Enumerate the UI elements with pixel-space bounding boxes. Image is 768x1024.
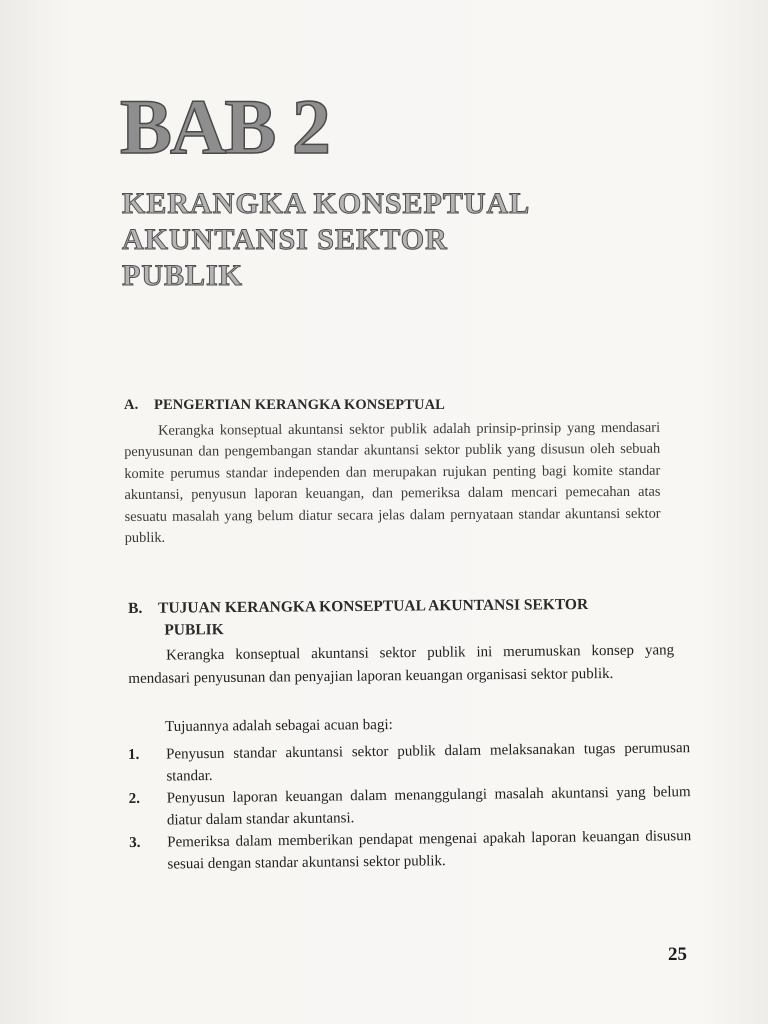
section-a-paragraph: Kerangka konseptual akuntansi sektor publik adalah prinsip-prinsip yang mendasari penyusunan dan pengembangan standar akuntansi sektor publik yang disusun oleh sebuah komite perumus standar independen dan merupakan rujukan penting bagi komite standar akuntansi, penyusun laporan keuangan, dan pemeriksa dalam mencari pemecahan atas sesuatu masalah yang belum diatur secara jelas dalam pernyataan standar akuntansi sektor publik.	[124, 419, 661, 547]
section-b-title-line-2: PUBLIK	[164, 621, 224, 639]
chapter-title-line-1: KERANGKA KONSEPTUAL	[122, 187, 531, 220]
chapter-number: BAB 2	[120, 83, 329, 170]
list-item	[129, 781, 691, 832]
list-item	[129, 825, 691, 876]
list-item-number: 2.	[128, 790, 141, 807]
section-b-letter: B.	[128, 599, 143, 617]
list-item-number: 3.	[129, 834, 141, 851]
chapter-title	[122, 186, 530, 294]
list-item-number: 1.	[128, 746, 140, 763]
list-item-text: Penyusun laporan keuangan dalam menanggulangi masalah akuntansi yang belum diatur dalam standar akuntansi.	[166, 784, 691, 829]
section-b-paragraph: Kerangka konseptual akuntansi sektor publik ini merumuskan konsep yang mendasari penyusunan dan penyajian laporan keuangan organisasi sektor publik.	[128, 642, 675, 687]
page-number: 25	[668, 944, 687, 965]
section-a-title: PENGERTIAN KERANGKA KONSEPTUAL	[154, 397, 445, 413]
section-b-heading	[128, 593, 688, 642]
list-item	[128, 737, 690, 788]
purpose-list	[128, 737, 692, 876]
section-a-letter: A.	[124, 397, 139, 413]
chapter-title-line-3: PUBLIK	[122, 259, 244, 292]
section-a-heading	[124, 397, 445, 414]
list-item-text: Pemeriksa dalam memberikan pendapat mengenai apakah laporan keuangan disusun sesuai dengan standar akuntansi sektor publik.	[167, 828, 692, 873]
section-b-title-line-1: TUJUAN KERANGKA KONSEPTUAL AKUNTANSI SEKTOR	[158, 595, 589, 617]
section-b-lead: Tujuannya adalah sebagai acuan bagi:	[165, 717, 393, 735]
list-item-text: Penyusun standar akuntansi sektor publik dalam melaksanakan tugas perumusan standar.	[166, 740, 691, 785]
chapter-title-line-2: AKUNTANSI SEKTOR	[122, 223, 448, 256]
